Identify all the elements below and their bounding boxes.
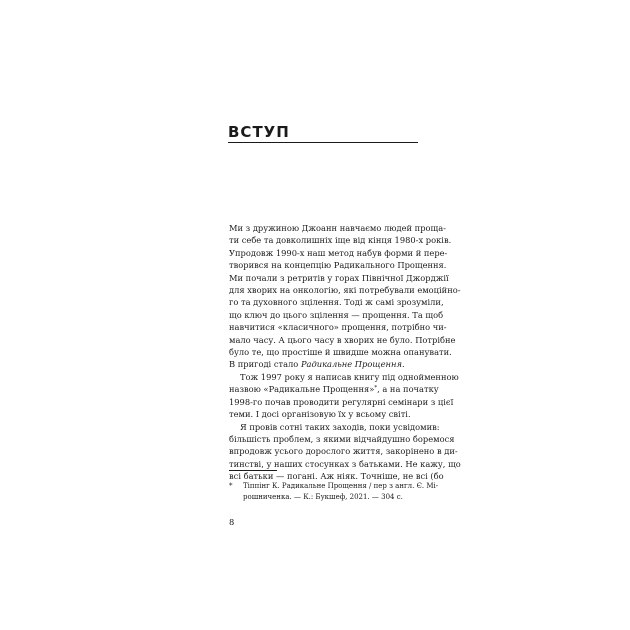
- footnote-marker: *: [229, 482, 233, 490]
- text-line: що ключ до цього зцілення — прощення. Та щоб: [229, 309, 444, 320]
- footnote: [229, 481, 439, 502]
- text-run: В пригоді стало: [229, 359, 301, 370]
- emphasized-term: Радикальне Прощення: [300, 359, 402, 370]
- text-line: тинстві, у наших стосунках з батьками. Не кажу, що: [229, 458, 461, 469]
- text-line: Я провів сотні таких заходів, поки усвідомив:: [240, 421, 440, 432]
- text-line: було те, що простіше й швидше можна опанувати.: [229, 347, 452, 358]
- footnote-line: Тіппінг К. Радикальне Прощення / пер з англ. Є. Мі-: [243, 482, 439, 490]
- footnote-text: [243, 481, 439, 502]
- text-line: Упродовж 1990-х наш метод набув форми й пере-: [229, 247, 448, 258]
- text-run: назвою «Радикальне Прощення»*, а на початку: [229, 384, 439, 395]
- footnote-line: рошниченка. — К.: Букшеф, 2021. — 304 с.: [243, 492, 403, 501]
- text-run: .: [401, 359, 405, 370]
- paragraph-3: [229, 421, 461, 483]
- paragraph-1: [229, 222, 461, 371]
- text-line: для хворих на онкологію, які потребували емоційно-: [229, 285, 461, 296]
- footnote-reference: *: [374, 385, 378, 392]
- text-line: творився на концепцію Радикального Прощення.: [229, 260, 447, 271]
- text-line: теми. І досі організовую їх у всьому світі.: [229, 409, 411, 420]
- text-line: навчитися «класичного» прощення, потрібно чи-: [229, 322, 447, 333]
- text-line: впродовж усього дорослого життя, закорінено в ди-: [229, 446, 458, 457]
- footnote-divider: [229, 470, 277, 471]
- text-line: Тож 1997 року я написав книгу під однойменною: [240, 371, 459, 382]
- text-line: Ми почали з ретритів у горах Північної Джорджії: [229, 272, 449, 283]
- page-number: 8: [229, 517, 235, 527]
- text-line: 1998-го почав проводити регулярні семінари з цієї: [229, 396, 454, 407]
- text-line: го та духовного зцілення. Тоді ж самі зрозуміли,: [229, 297, 444, 308]
- body-text: [229, 222, 461, 483]
- text-line: всі батьки — погані. Аж ніяк. Точніше, не всі (бо: [229, 471, 444, 482]
- text-line: Ми з дружиною Джоанн навчаємо людей проща-: [229, 223, 446, 233]
- chapter-title: ВСТУП: [228, 123, 290, 141]
- paragraph-2: [229, 371, 459, 421]
- text-line-last: [229, 358, 418, 370]
- text-line: ти себе та довколишніх іще від кінця 1980-х років.: [229, 235, 452, 246]
- text-line-with-footnote: [229, 383, 439, 395]
- chapter-heading: [228, 124, 418, 143]
- text-line: більшість проблем, з якими відчайдушно боремося: [229, 433, 455, 444]
- text-line: мало часу. А цього часу в хворих не було. Потрібне: [229, 334, 456, 345]
